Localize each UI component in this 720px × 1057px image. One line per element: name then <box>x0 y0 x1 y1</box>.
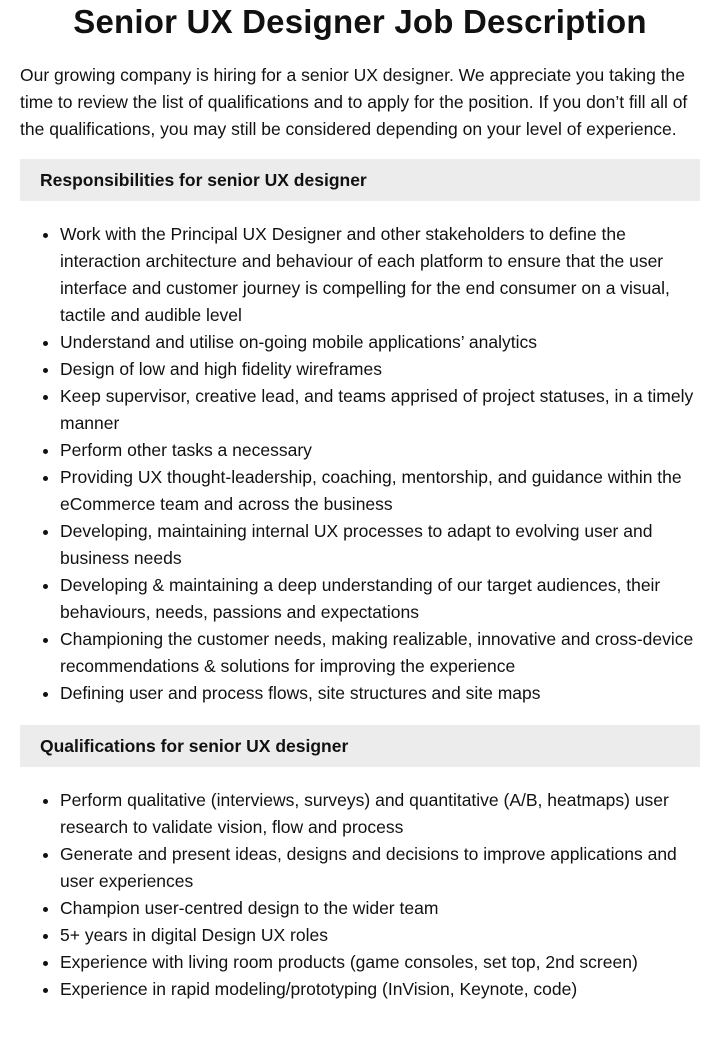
qualifications-list <box>20 787 700 1003</box>
qualifications-heading: Qualifications for senior UX designer <box>40 735 349 756</box>
list-item: • Understand and utilise on-going mobile applications’ analytics <box>60 329 700 356</box>
list-item: • Keep supervisor, creative lead, and teams apprised of project statuses, in a timely manner <box>60 383 700 437</box>
responsibilities-header <box>20 159 700 201</box>
list-item: • 5+ years in digital Design UX roles <box>60 922 700 949</box>
list-item: • Champion user-centred design to the wider team <box>60 895 700 922</box>
responsibilities-list <box>20 221 700 707</box>
list-item: • Providing UX thought-leadership, coaching, mentorship, and guidance within the eCommerce team and across the business <box>60 464 700 518</box>
intro-paragraph: Our growing company is hiring for a senior UX designer. We appreciate you taking the time to review the list of qualifications and to apply for the position. If you don’t fill all of the qualifications, you may still be considered depending on your level of experience. <box>20 65 688 139</box>
list-item: • Generate and present ideas, designs and decisions to improve applications and user experiences <box>60 841 700 895</box>
list-item: • Championing the customer needs, making realizable, innovative and cross-device recommendations & solutions for improving the experience <box>60 626 700 680</box>
page-title: Senior UX Designer Job Description <box>73 3 647 40</box>
list-item: • Developing & maintaining a deep understanding of our target audiences, their behaviours, needs, passions and expectations <box>60 572 700 626</box>
list-item: • Experience with living room products (game consoles, set top, 2nd screen) <box>60 949 700 976</box>
responsibilities-heading: Responsibilities for senior UX designer <box>40 169 367 190</box>
list-item: • Defining user and process flows, site structures and site maps <box>60 680 700 707</box>
list-item: • Design of low and high fidelity wireframes <box>60 356 700 383</box>
list-item: • Perform other tasks a necessary <box>60 437 700 464</box>
list-item: • Work with the Principal UX Designer and other stakeholders to define the interaction architecture and behaviour of each platform to ensure that the user interface and customer journey is compelling for the end consumer on a visual, tactile and audible level <box>60 221 700 329</box>
list-item: • Experience in rapid modeling/prototyping (InVision, Keynote, code) <box>60 976 700 1003</box>
list-item: • Developing, maintaining internal UX processes to adapt to evolving user and business needs <box>60 518 700 572</box>
qualifications-header <box>20 725 700 767</box>
list-item: • Perform qualitative (interviews, surveys) and quantitative (A/B, heatmaps) user research to validate vision, flow and process <box>60 787 700 841</box>
